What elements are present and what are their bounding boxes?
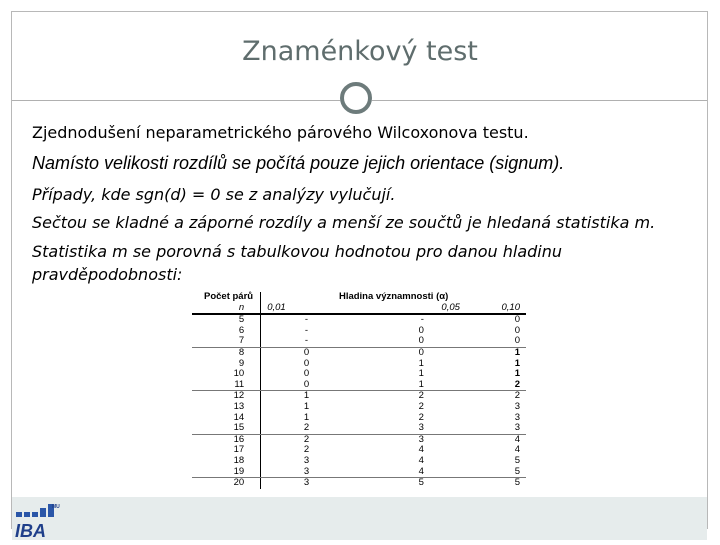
- cell-alpha-005: 3: [346, 423, 460, 434]
- table-subheader-row: [192, 303, 526, 315]
- header-significance: Hladina významnosti (α): [338, 291, 449, 302]
- cell-alpha-001: 0: [303, 346, 310, 358]
- svg-text:IBA: IBA: [15, 521, 46, 540]
- table-row: [192, 423, 526, 434]
- cell-alpha-005: 2: [418, 400, 424, 412]
- cell-alpha-010: 3: [460, 423, 526, 434]
- svg-text:MU: MU: [52, 504, 60, 510]
- iba-logo: [14, 502, 62, 540]
- cell-alpha-005: 5: [418, 477, 424, 489]
- cell-alpha-010: 1: [514, 346, 520, 358]
- divider-circle-icon: [340, 82, 372, 114]
- slide-title: Znaménkový test: [242, 36, 478, 67]
- footer-band: [12, 497, 707, 540]
- subheader-alpha-010: 0,10: [460, 303, 526, 315]
- cell-alpha-001: 1: [303, 390, 310, 402]
- cell-alpha-010: 0: [514, 324, 520, 336]
- cell-alpha-005: -: [420, 314, 424, 326]
- cell-alpha-005: 0: [346, 336, 460, 347]
- cell-n: 16: [192, 434, 261, 445]
- cell-n: 9: [192, 359, 261, 370]
- table-row: [192, 380, 526, 391]
- cell-alpha-005: 1: [418, 357, 424, 369]
- cell-alpha-005: 2: [418, 390, 424, 402]
- cell-alpha-010: 5: [514, 477, 520, 489]
- cell-alpha-001: 0: [303, 368, 310, 380]
- table-row: [192, 402, 526, 413]
- cell-alpha-005: 0: [418, 346, 424, 358]
- subheader-n: n: [192, 303, 261, 315]
- title-divider-right: [372, 100, 707, 101]
- cell-alpha-005: 1: [418, 368, 424, 380]
- cell-alpha-001: 2: [303, 444, 310, 456]
- cell-alpha-001: 1: [303, 400, 310, 412]
- cell-alpha-005: 4: [418, 444, 424, 456]
- text-line-1: Zjednodušení neparametrického párového Wilcoxonova testu.: [32, 123, 529, 142]
- iba-logo-icon: [14, 502, 62, 540]
- cell-alpha-010: 1: [514, 357, 520, 369]
- cell-n: 18: [192, 456, 261, 467]
- cell-alpha-010: 5: [460, 467, 526, 478]
- cell-n: 15: [192, 423, 261, 434]
- cell-alpha-010: 0: [460, 336, 526, 347]
- cell-n: 12: [192, 391, 261, 402]
- cell-n: 17: [192, 445, 261, 456]
- table-row: [192, 336, 526, 347]
- cell-alpha-001: -: [304, 324, 309, 336]
- cell-alpha-010: 2: [460, 380, 526, 391]
- cell-n: 20: [192, 478, 261, 489]
- cell-alpha-010: 2: [514, 390, 520, 402]
- cell-alpha-005: 4: [346, 467, 460, 478]
- cell-alpha-005: 1: [346, 380, 460, 391]
- table-row: [192, 467, 526, 478]
- cell-alpha-010: 4: [514, 444, 520, 456]
- text-line-5b: pravděpodobnosti:: [32, 265, 183, 284]
- subheader-alpha-001: 0,01: [261, 303, 346, 315]
- cell-alpha-010: 5: [514, 454, 520, 466]
- table-header-row: [192, 292, 526, 303]
- table-row: [192, 347, 526, 358]
- cell-n: 5: [192, 314, 261, 326]
- header-pairs: Počet párů: [192, 292, 261, 303]
- table-row: [192, 456, 526, 467]
- cell-alpha-001: 0: [261, 380, 346, 391]
- cell-alpha-001: 1: [303, 411, 310, 423]
- cell-alpha-010: 4: [514, 433, 520, 445]
- cell-alpha-005: 3: [418, 433, 424, 445]
- cell-n: 13: [192, 402, 261, 413]
- cell-alpha-001: 0: [303, 357, 310, 369]
- table-row: [192, 478, 526, 489]
- critical-values-table: [192, 292, 526, 489]
- cell-alpha-010: 3: [514, 411, 520, 423]
- text-line-2: Namísto velikosti rozdílů se počítá pouze jejich orientace (signum).: [32, 153, 565, 173]
- cell-alpha-001: 3: [303, 454, 310, 466]
- cell-n: 7: [192, 336, 261, 347]
- cell-alpha-005: 0: [418, 324, 424, 336]
- cell-alpha-001: -: [304, 314, 309, 326]
- cell-alpha-001: -: [261, 336, 346, 347]
- cell-alpha-010: 1: [514, 368, 520, 380]
- cell-n: 11: [192, 380, 261, 391]
- cell-alpha-010: 0: [514, 314, 520, 326]
- cell-alpha-010: 3: [514, 400, 520, 412]
- cell-n: 8: [192, 347, 261, 358]
- cell-n: 10: [192, 369, 261, 380]
- text-line-3: Případy, kde sgn(d) = 0 se z analýzy vylučují.: [32, 185, 396, 204]
- cell-n: 19: [192, 467, 261, 478]
- subheader-alpha-005: 0,05: [346, 303, 460, 315]
- cell-alpha-001: 3: [303, 477, 310, 489]
- cell-alpha-001: 2: [261, 423, 346, 434]
- text-line-5a: Statistika m se porovná s tabulkovou hodnotou pro danou hladinu: [32, 242, 562, 261]
- cell-alpha-005: 2: [418, 411, 424, 423]
- cell-alpha-001: 3: [261, 467, 346, 478]
- cell-alpha-001: 2: [303, 433, 310, 445]
- title-divider-left: [12, 100, 340, 101]
- cell-n: 6: [192, 326, 261, 337]
- cell-n: 14: [192, 413, 261, 424]
- text-line-4: Sečtou se kladné a záporné rozdíly a menší ze součtů je hledaná statistika m.: [32, 213, 656, 232]
- cell-alpha-005: 4: [418, 454, 424, 466]
